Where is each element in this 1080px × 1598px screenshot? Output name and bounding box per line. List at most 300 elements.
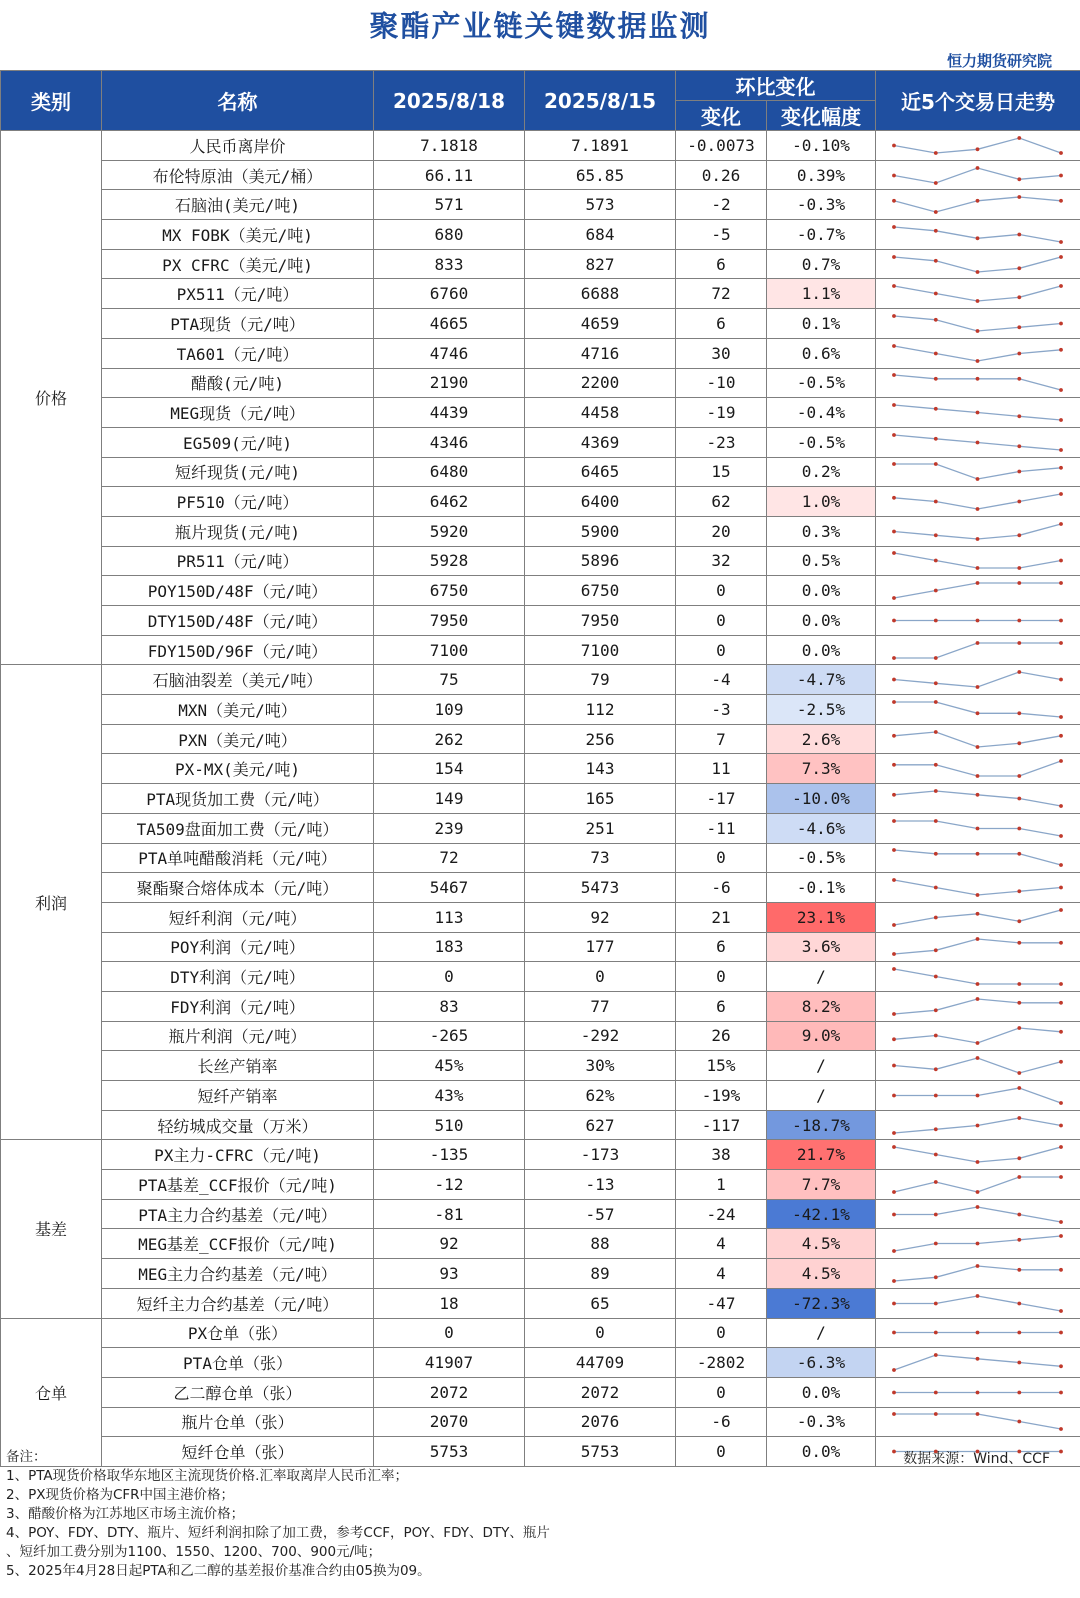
trend-point xyxy=(892,656,896,660)
pct-cell: 0.0% xyxy=(767,576,876,606)
trend-line xyxy=(894,969,1061,984)
value-date2-cell: 0 xyxy=(525,962,676,992)
table-row xyxy=(1,220,1080,250)
trend-sparkline xyxy=(876,488,1079,515)
value-date1-cell: 93 xyxy=(374,1259,525,1289)
trend-point xyxy=(1059,908,1063,912)
trend-point xyxy=(976,1123,980,1127)
trend-point xyxy=(1059,1268,1063,1272)
trend-line xyxy=(894,257,1061,272)
trend-point xyxy=(892,596,896,600)
trend-point xyxy=(1059,733,1063,737)
change-cell: 6 xyxy=(676,932,767,962)
trend-cell xyxy=(876,724,1080,754)
pct-cell: 2.6% xyxy=(767,724,876,754)
change-cell: 15% xyxy=(676,1051,767,1081)
trend-point xyxy=(934,258,938,262)
trend-sparkline xyxy=(876,1112,1079,1139)
trend-sparkline xyxy=(876,1230,1079,1257)
trend-point xyxy=(1017,919,1021,923)
name-cell: MEG基差_CCF报价（元/吨) xyxy=(102,1229,374,1259)
trend-point xyxy=(934,351,938,355)
name-cell: PTA现货加工费（元/吨） xyxy=(102,784,374,814)
value-date1-cell: 4746 xyxy=(374,338,525,368)
name-cell: 瓶片利润（元/吨） xyxy=(102,1021,374,1051)
table-row xyxy=(1,131,1080,161)
trend-cell xyxy=(876,1110,1080,1140)
trend-point xyxy=(892,199,896,203)
trend-sparkline xyxy=(876,637,1079,664)
name-cell: PTA仓单（张） xyxy=(102,1348,374,1378)
trend-point xyxy=(1059,348,1063,352)
trend-point xyxy=(934,975,938,979)
trend-sparkline xyxy=(876,1379,1079,1406)
trend-cell xyxy=(876,190,1080,220)
trend-cell xyxy=(876,1051,1080,1081)
value-date1-cell: 833 xyxy=(374,249,525,279)
category-cell: 利润 xyxy=(1,665,102,1140)
trend-sparkline xyxy=(876,518,1079,545)
pct-cell: -10.0% xyxy=(767,784,876,814)
change-cell: 38 xyxy=(676,1140,767,1170)
trend-point xyxy=(976,685,980,689)
change-cell: 32 xyxy=(676,546,767,576)
table-row xyxy=(1,249,1080,279)
value-date1-cell: 18 xyxy=(374,1288,525,1318)
trend-point xyxy=(892,529,896,533)
table-row xyxy=(1,1051,1080,1081)
trend-line xyxy=(894,1177,1061,1192)
trend-sparkline xyxy=(876,280,1079,307)
trend-point xyxy=(892,700,896,704)
trend-line xyxy=(894,999,1061,1014)
trend-point xyxy=(1059,284,1063,288)
trend-point xyxy=(1059,618,1063,622)
trend-sparkline xyxy=(876,1408,1079,1435)
trend-point xyxy=(976,1190,980,1194)
trend-point xyxy=(1017,533,1021,537)
data-table xyxy=(0,70,1080,1467)
pct-cell: -2.5% xyxy=(767,695,876,725)
trend-point xyxy=(1059,834,1063,838)
trend-point xyxy=(976,852,980,856)
value-date2-cell: 6688 xyxy=(525,279,676,309)
trend-point xyxy=(934,1413,938,1417)
name-cell: POY利润（元/吨） xyxy=(102,932,374,962)
value-date1-cell: 154 xyxy=(374,754,525,784)
trend-point xyxy=(892,763,896,767)
trend-line xyxy=(894,880,1061,895)
value-date1-cell: 72 xyxy=(374,843,525,873)
trend-point xyxy=(976,166,980,170)
pct-cell: 0.1% xyxy=(767,309,876,339)
change-cell: 0.26 xyxy=(676,160,767,190)
value-date1-cell: 2190 xyxy=(374,368,525,398)
trend-line xyxy=(894,553,1061,568)
trend-point xyxy=(1017,325,1021,329)
change-cell: -2 xyxy=(676,190,767,220)
trend-point xyxy=(1017,444,1021,448)
trend-point xyxy=(1059,581,1063,585)
trend-cell xyxy=(876,249,1080,279)
value-date2-cell: -13 xyxy=(525,1170,676,1200)
trend-cell xyxy=(876,1081,1080,1111)
organization-label: 恒力期货研究院 xyxy=(946,52,1052,70)
change-cell: -17 xyxy=(676,784,767,814)
table-row xyxy=(1,1199,1080,1229)
trend-point xyxy=(934,618,938,622)
trend-point xyxy=(934,886,938,890)
pct-cell: / xyxy=(767,1081,876,1111)
name-cell: 乙二醇仓单（张） xyxy=(102,1377,374,1407)
table-row xyxy=(1,1407,1080,1437)
trend-point xyxy=(892,1012,896,1016)
trend-point xyxy=(1017,741,1021,745)
pct-cell: 8.2% xyxy=(767,991,876,1021)
trend-point xyxy=(976,329,980,333)
change-cell: 11 xyxy=(676,754,767,784)
change-cell: -6 xyxy=(676,1407,767,1437)
value-date2-cell: 4458 xyxy=(525,398,676,428)
trend-cell xyxy=(876,427,1080,457)
trend-point xyxy=(1017,470,1021,474)
trend-sparkline xyxy=(876,1201,1079,1228)
trend-point xyxy=(934,1275,938,1279)
trend-point xyxy=(1059,1030,1063,1034)
trend-point xyxy=(1059,886,1063,890)
note-line: 5、2025年4月28日起PTA和乙二醇的基差报价基准合约由05换为09。 xyxy=(6,1563,431,1579)
trend-point xyxy=(1017,136,1021,140)
change-cell: 6 xyxy=(676,249,767,279)
trend-point xyxy=(892,1131,896,1135)
change-cell: 0 xyxy=(676,1437,767,1467)
trend-sparkline xyxy=(876,1260,1079,1287)
trend-point xyxy=(892,1331,896,1335)
trend-point xyxy=(892,1301,896,1305)
value-date1-cell: 7.1818 xyxy=(374,131,525,161)
trend-line xyxy=(894,168,1061,183)
trend-point xyxy=(976,199,980,203)
table-row xyxy=(1,516,1080,546)
change-cell: -47 xyxy=(676,1288,767,1318)
trend-line xyxy=(894,316,1061,331)
trend-sparkline xyxy=(876,191,1079,218)
name-cell: PX-MX(美元/吨) xyxy=(102,754,374,784)
trend-cell xyxy=(876,606,1080,636)
change-cell: 30 xyxy=(676,338,767,368)
trend-line xyxy=(894,583,1061,598)
name-cell: PTA现货（元/吨） xyxy=(102,309,374,339)
trend-point xyxy=(1017,1301,1021,1305)
trend-point xyxy=(892,463,896,467)
name-cell: 石脑油(美元/吨) xyxy=(102,190,374,220)
pct-cell: -4.6% xyxy=(767,813,876,843)
trend-cell xyxy=(876,1288,1080,1318)
trend-line xyxy=(894,672,1061,687)
trend-point xyxy=(976,1056,980,1060)
trend-point xyxy=(934,1068,938,1072)
change-cell: -11 xyxy=(676,813,767,843)
trend-point xyxy=(892,1212,896,1216)
table-row xyxy=(1,1140,1080,1170)
trend-point xyxy=(1017,618,1021,622)
table-row xyxy=(1,1288,1080,1318)
name-cell: MEG主力合约基差（元/吨） xyxy=(102,1259,374,1289)
pct-cell: / xyxy=(767,962,876,992)
value-date2-cell: 6400 xyxy=(525,487,676,517)
trend-sparkline xyxy=(876,547,1079,574)
value-date1-cell: 571 xyxy=(374,190,525,220)
trend-point xyxy=(892,733,896,737)
name-cell: PTA单吨醋酸消耗（元/吨） xyxy=(102,843,374,873)
trend-point xyxy=(892,403,896,407)
pct-cell: -0.3% xyxy=(767,1407,876,1437)
trend-line xyxy=(894,494,1061,509)
trend-line xyxy=(894,464,1061,479)
name-cell: 长丝产销率 xyxy=(102,1051,374,1081)
trend-point xyxy=(1059,1123,1063,1127)
table-row xyxy=(1,991,1080,1021)
pct-cell: 7.3% xyxy=(767,754,876,784)
change-cell: 0 xyxy=(676,843,767,873)
table-row xyxy=(1,754,1080,784)
trend-cell xyxy=(876,516,1080,546)
pct-cell: -0.7% xyxy=(767,220,876,250)
trend-point xyxy=(976,537,980,541)
value-date2-cell: 73 xyxy=(525,843,676,873)
table-row xyxy=(1,695,1080,725)
trend-point xyxy=(892,1413,896,1417)
value-date1-cell: 239 xyxy=(374,813,525,843)
trend-point xyxy=(976,1160,980,1164)
change-cell: 21 xyxy=(676,902,767,932)
trend-point xyxy=(934,1034,938,1038)
value-date1-cell: 4346 xyxy=(374,427,525,457)
trend-point xyxy=(1017,670,1021,674)
trend-sparkline xyxy=(876,399,1079,426)
table-row xyxy=(1,427,1080,457)
value-date2-cell: 5896 xyxy=(525,546,676,576)
trend-line xyxy=(894,1414,1061,1429)
trend-sparkline xyxy=(876,1022,1079,1049)
trend-cell xyxy=(876,665,1080,695)
name-cell: 聚酯聚合熔体成本（元/吨） xyxy=(102,873,374,903)
name-cell: TA509盘面加工费（元/吨） xyxy=(102,813,374,843)
change-cell: -3 xyxy=(676,695,767,725)
trend-line xyxy=(894,761,1061,776)
trend-point xyxy=(934,500,938,504)
trend-line xyxy=(894,1058,1061,1073)
trend-point xyxy=(976,826,980,830)
trend-point xyxy=(1017,266,1021,270)
name-cell: TA601（元/吨） xyxy=(102,338,374,368)
trend-point xyxy=(1017,1116,1021,1120)
trend-point xyxy=(1017,774,1021,778)
trend-point xyxy=(1059,1450,1063,1454)
name-cell: PTA主力合约基差（元/吨） xyxy=(102,1199,374,1229)
trend-point xyxy=(934,789,938,793)
trend-line xyxy=(894,1296,1061,1311)
name-cell: MX FOBK（美元/吨) xyxy=(102,220,374,250)
trend-point xyxy=(976,938,980,942)
name-cell: PX仓单（张） xyxy=(102,1318,374,1348)
trend-sparkline xyxy=(876,1141,1079,1168)
value-date2-cell: 65.85 xyxy=(525,160,676,190)
value-date2-cell: 6750 xyxy=(525,576,676,606)
trend-point xyxy=(976,1331,980,1335)
trend-point xyxy=(1059,448,1063,452)
value-date2-cell: 77 xyxy=(525,991,676,1021)
table-row xyxy=(1,1110,1080,1140)
pct-cell: -0.10% xyxy=(767,131,876,161)
pct-cell: -0.5% xyxy=(767,368,876,398)
trend-point xyxy=(1059,941,1063,945)
trend-cell xyxy=(876,279,1080,309)
value-date2-cell: 165 xyxy=(525,784,676,814)
pct-cell: 0.0% xyxy=(767,635,876,665)
table-row xyxy=(1,784,1080,814)
trend-sparkline xyxy=(876,221,1079,248)
pct-cell: 0.0% xyxy=(767,606,876,636)
table-row xyxy=(1,457,1080,487)
trend-point xyxy=(1059,199,1063,203)
trend-point xyxy=(1017,641,1021,645)
trend-point xyxy=(976,147,980,151)
pct-cell: -6.3% xyxy=(767,1348,876,1378)
trend-point xyxy=(1017,1071,1021,1075)
category-cell: 仓单 xyxy=(1,1318,102,1466)
trend-sparkline xyxy=(876,904,1079,931)
trend-point xyxy=(892,225,896,229)
value-date2-cell: -173 xyxy=(525,1140,676,1170)
trend-point xyxy=(934,318,938,322)
trend-point xyxy=(892,496,896,500)
trend-point xyxy=(1017,414,1021,418)
name-cell: 短纤仓单（张） xyxy=(102,1437,374,1467)
trend-point xyxy=(1017,1420,1021,1424)
trend-point xyxy=(976,1205,980,1209)
trend-point xyxy=(1059,322,1063,326)
name-cell: 短纤产销率 xyxy=(102,1081,374,1111)
pct-cell: -72.3% xyxy=(767,1288,876,1318)
change-cell: 4 xyxy=(676,1229,767,1259)
trend-point xyxy=(976,411,980,415)
trend-point xyxy=(934,151,938,155)
trend-point xyxy=(934,949,938,953)
header-category: 类别 xyxy=(1,71,102,131)
trend-cell xyxy=(876,1259,1080,1289)
trend-point xyxy=(1059,151,1063,155)
trend-cell xyxy=(876,1199,1080,1229)
name-cell: 人民币离岸价 xyxy=(102,131,374,161)
trend-point xyxy=(976,793,980,797)
trend-cell xyxy=(876,695,1080,725)
change-cell: 0 xyxy=(676,1377,767,1407)
notes-block xyxy=(6,1448,550,1581)
value-date1-cell: 2072 xyxy=(374,1377,525,1407)
trend-point xyxy=(934,1127,938,1131)
table-row xyxy=(1,962,1080,992)
trend-point xyxy=(1059,1390,1063,1394)
value-date2-cell: 2076 xyxy=(525,1407,676,1437)
value-date2-cell: 5900 xyxy=(525,516,676,546)
trend-cell xyxy=(876,1407,1080,1437)
change-cell: 6 xyxy=(676,991,767,1021)
name-cell: PTA基差_CCF报价（元/吨) xyxy=(102,1170,374,1200)
trend-point xyxy=(892,373,896,377)
value-date2-cell: -292 xyxy=(525,1021,676,1051)
value-date2-cell: 4659 xyxy=(525,309,676,339)
name-cell: PX CFRC（美元/吨) xyxy=(102,249,374,279)
value-date2-cell: 573 xyxy=(525,190,676,220)
trend-cell xyxy=(876,309,1080,339)
trend-line xyxy=(894,732,1061,747)
trend-sparkline xyxy=(876,1171,1079,1198)
trend-point xyxy=(892,284,896,288)
value-date2-cell: 7950 xyxy=(525,606,676,636)
trend-point xyxy=(976,1042,980,1046)
trend-line xyxy=(894,1147,1061,1162)
trend-point xyxy=(892,678,896,682)
trend-line xyxy=(894,1028,1061,1043)
change-cell: 0 xyxy=(676,635,767,665)
value-date1-cell: 0 xyxy=(374,1318,525,1348)
trend-point xyxy=(1017,1268,1021,1272)
trend-point xyxy=(1059,759,1063,763)
trend-point xyxy=(934,1212,938,1216)
value-date2-cell: 256 xyxy=(525,724,676,754)
category-cell: 基差 xyxy=(1,1140,102,1318)
trend-point xyxy=(934,292,938,296)
trend-point xyxy=(892,344,896,348)
trend-point xyxy=(1059,804,1063,808)
trend-cell xyxy=(876,1377,1080,1407)
trend-cell xyxy=(876,635,1080,665)
trend-point xyxy=(976,1294,980,1298)
trend-point xyxy=(1059,418,1063,422)
trend-point xyxy=(892,433,896,437)
trend-point xyxy=(892,923,896,927)
table-row xyxy=(1,546,1080,576)
value-date1-cell: -265 xyxy=(374,1021,525,1051)
trend-point xyxy=(1059,863,1063,867)
trend-point xyxy=(934,656,938,660)
trend-point xyxy=(976,711,980,715)
pct-cell: -0.4% xyxy=(767,398,876,428)
value-date2-cell: 30% xyxy=(525,1051,676,1081)
value-date1-cell: 83 xyxy=(374,991,525,1021)
trend-cell xyxy=(876,398,1080,428)
trend-cell xyxy=(876,487,1080,517)
trend-cell xyxy=(876,546,1080,576)
trend-point xyxy=(976,1242,980,1246)
trend-sparkline xyxy=(876,1319,1079,1346)
trend-point xyxy=(1059,173,1063,177)
pct-cell: 3.6% xyxy=(767,932,876,962)
value-date1-cell: 6462 xyxy=(374,487,525,517)
trend-point xyxy=(1059,492,1063,496)
name-cell: POY150D/48F（元/吨） xyxy=(102,576,374,606)
trend-sparkline xyxy=(876,755,1079,782)
value-date1-cell: 5753 xyxy=(374,1437,525,1467)
name-cell: 瓶片现货(元/吨) xyxy=(102,516,374,546)
trend-cell xyxy=(876,131,1080,161)
value-date2-cell: 251 xyxy=(525,813,676,843)
trend-point xyxy=(976,440,980,444)
pct-cell: 1.0% xyxy=(767,487,876,517)
value-date2-cell: 79 xyxy=(525,665,676,695)
trend-cell xyxy=(876,576,1080,606)
